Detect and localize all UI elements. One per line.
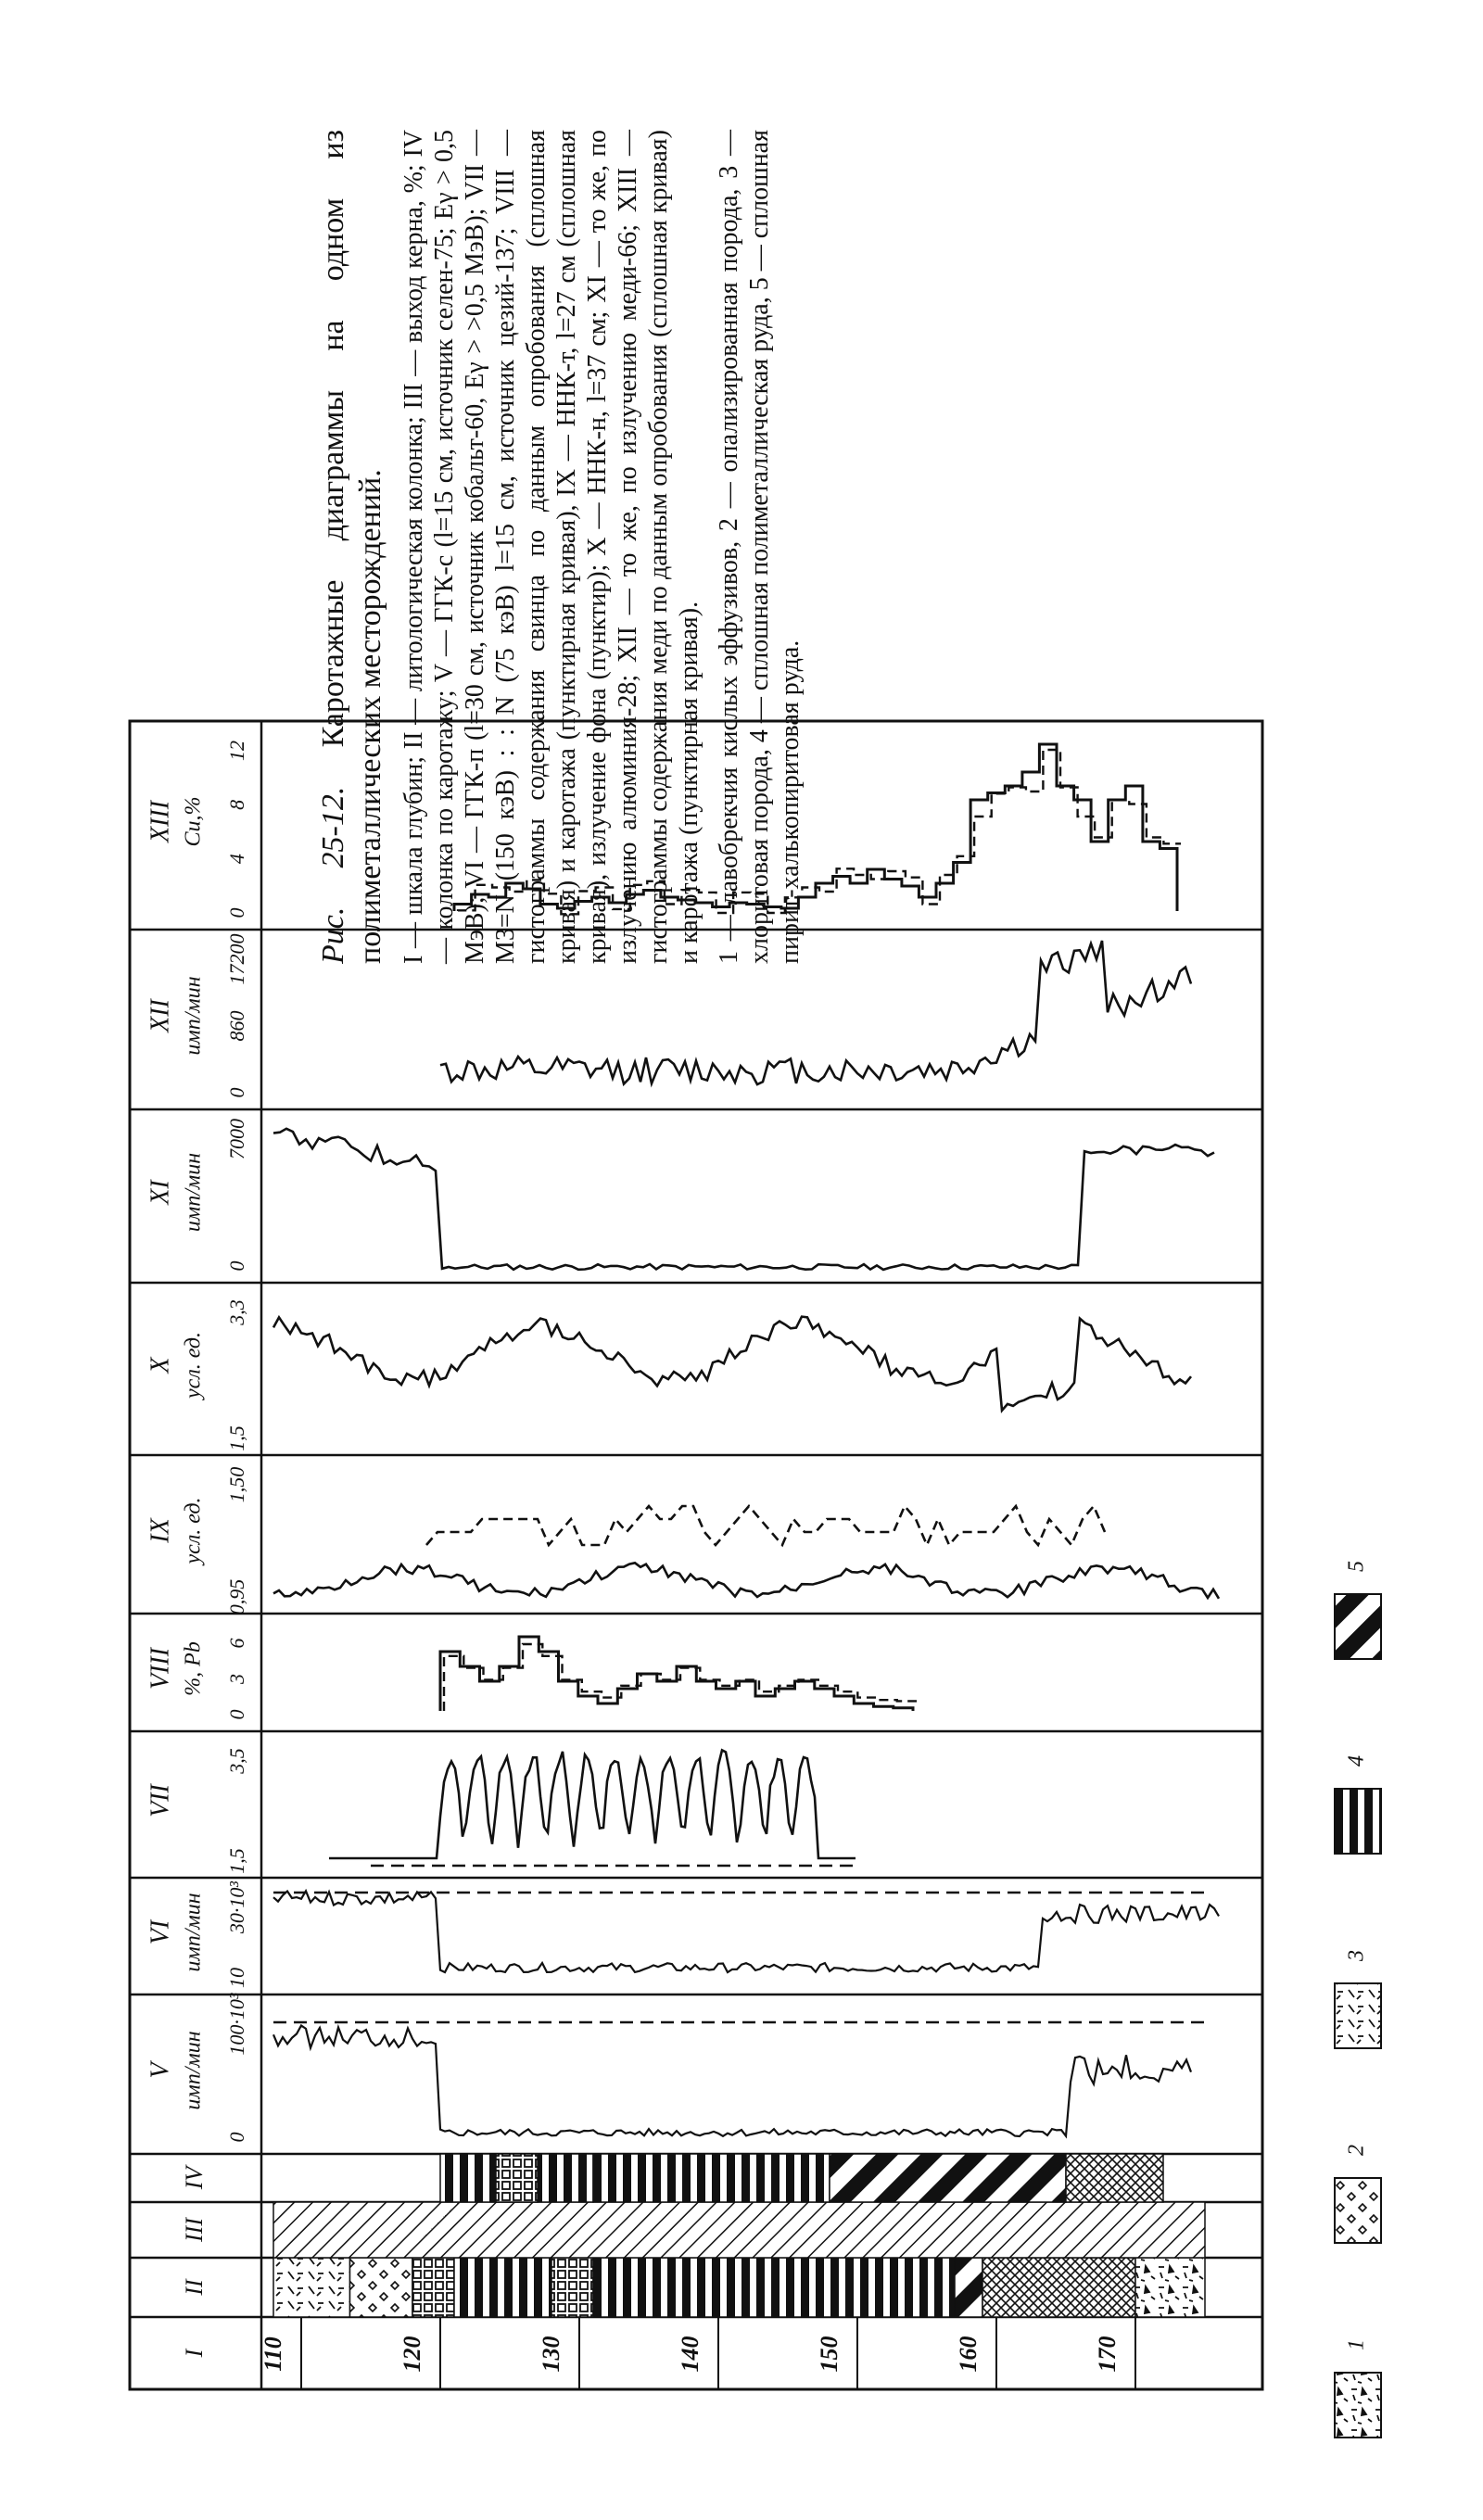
tick-xiii-2: 8 — [225, 799, 249, 810]
legend-swatch-polymetallic-ore — [1335, 1789, 1381, 1854]
depth-label-120: 120 — [398, 2336, 425, 2373]
column-label-i: I — [180, 2349, 208, 2358]
legend-swatch-pyrite-chalcopyrite-ore — [1335, 1594, 1381, 1659]
column-label-iii: III — [180, 2218, 208, 2242]
column-unit-ix: усл. ед. — [181, 1497, 206, 1564]
column-label-viii: VIII — [146, 1647, 175, 1691]
core-recovery — [273, 2202, 1205, 2258]
column-unit-vi: имп/мин — [181, 1893, 206, 1972]
column-label-ii: II — [180, 2279, 208, 2296]
column-unit-xi: имп/мин — [181, 1152, 206, 1233]
tick-xii-1: 860 — [225, 1010, 249, 1042]
tick-viii-2: 6 — [225, 1638, 249, 1649]
log-column-grid — [496, 2154, 538, 2202]
column-unit-xii: имп/мин — [181, 976, 206, 1056]
legend-number-5: 5 — [1344, 1561, 1369, 1572]
tick-xiii-3: 12 — [225, 741, 249, 761]
tick-x-1: 3,3 — [225, 1299, 249, 1325]
column-label-x: X — [146, 1357, 175, 1374]
column-unit-x: усл. ед. — [181, 1332, 206, 1399]
log-column-pyrite — [830, 2154, 1066, 2202]
tick-vii-1: 3,5 — [225, 1748, 249, 1774]
column-label-xi: XI — [146, 1180, 175, 1205]
nnk-t-curve — [273, 1563, 1219, 1599]
legend-swatch-lavobreccia — [1335, 2373, 1381, 2438]
depth-label-110: 110 — [259, 2336, 286, 2372]
column-label-iv: IV — [180, 2166, 208, 2190]
frame — [130, 721, 1262, 2389]
pb-log-histogram — [444, 1644, 917, 1711]
tick-xii-0: 0 — [225, 1087, 249, 1098]
lithology-lavobreccia — [273, 2258, 350, 2317]
depth-label-130: 130 — [537, 2336, 564, 2373]
tick-xi-1: 7000 — [225, 1119, 249, 1159]
logs-panel — [130, 721, 1262, 2389]
tick-vi-0: 10 — [225, 1968, 249, 1988]
tick-ix-1: 1,50 — [225, 1466, 249, 1503]
column-label-ix: IX — [146, 1518, 175, 1543]
lithology-opalized — [350, 2258, 413, 2317]
lithology-polymetallic-ore-2 — [593, 2258, 955, 2317]
legend-number-3: 3 — [1344, 1950, 1369, 1961]
column-label-vi: VI — [146, 1919, 175, 1945]
background-curve — [426, 1506, 1105, 1545]
depth-label-150: 150 — [815, 2336, 843, 2373]
tick-xiii-0: 0 — [225, 907, 249, 918]
caption-figure-label: Рис. 25-12. — [316, 786, 350, 964]
legend-swatch-chlorite — [1335, 1983, 1381, 2048]
nnk-n-curve — [273, 1317, 1191, 1411]
lithology-chlorite-zone — [982, 2258, 1135, 2317]
tick-x-0: 1,5 — [225, 1425, 249, 1451]
column-unit-viii: %, Pb — [181, 1641, 206, 1696]
caption-title: Каротажные диаграммы на одном из полиметаллических месторождений. — [316, 130, 387, 964]
tick-viii-1: 3 — [225, 1674, 249, 1684]
al28-curve — [273, 1129, 1214, 1270]
tick-xii-2: 17200 — [225, 933, 249, 985]
caption-legend-text: 1 — лавобрекчия кислых эффузивов, 2 — опализированная порода, 3 — хлоритовая порода, 4 — сплошная полиметаллическая руда, 5 — сплошная пирит-халькопиритовая руда. — [715, 130, 805, 964]
figure-caption — [315, 130, 1409, 964]
tick-ix-0: 0,95 — [225, 1578, 249, 1615]
log-column-chlorite — [1066, 2154, 1163, 2202]
lithology-grid-zone — [412, 2258, 454, 2317]
tick-viii-0: 0 — [225, 1709, 249, 1720]
column-unit-xiii: Cu,% — [181, 796, 206, 847]
tick-v-1: 100·10³ — [225, 1993, 249, 2056]
log-column-polymetallic-2 — [593, 2154, 830, 2202]
tick-xiii-1: 4 — [225, 854, 249, 865]
column-label-vii: VII — [146, 1784, 175, 1817]
legend-swatch-opalized — [1335, 2178, 1381, 2243]
legend-number-2: 2 — [1344, 2145, 1369, 2156]
tick-vi-1: 30·10³ — [225, 1881, 249, 1934]
mz-ratio-curve — [329, 1750, 856, 1858]
depth-label-160: 160 — [954, 2336, 982, 2373]
legend-number-1: 1 — [1344, 2339, 1369, 2350]
ggk-p-curve — [273, 1891, 1219, 1972]
tick-xi-0: 0 — [225, 1260, 249, 1272]
depth-label-170: 170 — [1093, 2336, 1121, 2373]
tick-vii-0: 1,5 — [225, 1848, 249, 1874]
pb-assay-histogram — [440, 1637, 913, 1711]
lithology-legend — [1335, 1561, 1381, 2438]
column-label-xiii: XIII — [146, 800, 175, 843]
lithology-breccia-bottom — [1135, 2258, 1205, 2317]
lithology-polymetallic-ore-1 — [454, 2258, 551, 2317]
depth-label-140: 140 — [676, 2336, 703, 2373]
lithology-grid-zone-2 — [551, 2258, 593, 2317]
ggk-s-curve — [273, 2026, 1191, 2137]
lithology-pyrite-zone — [955, 2258, 982, 2317]
legend-number-4: 4 — [1344, 1755, 1369, 1767]
column-label-xii: XII — [146, 999, 175, 1032]
column-unit-v: имп/мин — [181, 2031, 206, 2110]
caption-body: I — шкала глубин; II — литологическая колонка; III — выход керна, %; IV — колонка по каротажу; V — ГГК-с (l=15 см, источник селен-75; Eγ > 0,5 МэВ); VI — ГГК-п (l=30 см, источник кобальт-60, Eγ > >0,5 МэВ); VII — M3=N (150 кэВ) : : N (75 кэВ) l=15 см, источник цезий-137; VIII — гистограммы содержания свинца по данным опробования (сплошная кривая) и каротажа (пунктирная кривая), IX — ННК-т, l=27 см (сплошная кривая), излучение фона (пунктир); X — ННК-н, l=37 см; XI — то же, по излучению алюминия-28; XII — то же, по излучению меди-66; XIII — гистограммы содержания меди по данным опробования (сплошная кривая) и каротажа (пунктирная кривая). — [399, 130, 703, 964]
column-label-v: V — [146, 2062, 175, 2079]
tick-v-0: 0 — [225, 2132, 249, 2143]
